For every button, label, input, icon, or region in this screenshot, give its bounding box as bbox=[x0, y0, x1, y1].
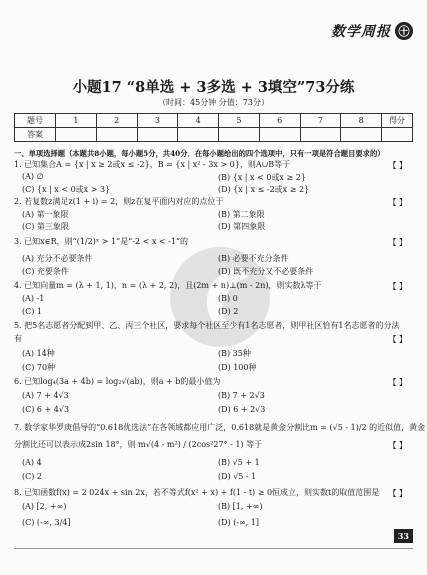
answer-input-3[interactable] bbox=[137, 128, 178, 142]
score-input[interactable] bbox=[382, 128, 413, 142]
answer-input-4[interactable] bbox=[178, 128, 219, 142]
question-2-option-a[interactable]: (A) 第一象限 bbox=[22, 210, 69, 219]
answer-input-8[interactable] bbox=[341, 128, 382, 142]
question-1-option-c[interactable]: (C) {x | x < 0或x > 3} bbox=[22, 185, 111, 194]
question-4-option-d[interactable]: (D) 2 bbox=[218, 307, 239, 316]
question-6-option-a[interactable]: (A) 7 + 4√3 bbox=[22, 391, 69, 400]
answer-table-header-row bbox=[15, 114, 413, 128]
footer-divider bbox=[14, 548, 413, 549]
question-8-stem: 8. 已知函数f(x) = 2 024x + sin 2x，若不等式f(x² + x) + f(1 - t) ≥ 0恒成立，则实数t的取值范围是 bbox=[14, 488, 380, 497]
question-7-option-b[interactable]: (B) √5 + 1 bbox=[218, 458, 260, 467]
question-7-option-c[interactable]: (C) 2 bbox=[22, 472, 42, 481]
question-2-option-c[interactable]: (C) 第三象限 bbox=[22, 222, 69, 231]
question-4-bracket[interactable]: 【 】 bbox=[388, 282, 407, 291]
answer-cell-6: 6 bbox=[259, 114, 300, 128]
answer-cell-8: 8 bbox=[341, 114, 382, 128]
question-5-option-c[interactable]: (C) 70种 bbox=[22, 363, 56, 372]
answer-input-6[interactable] bbox=[259, 128, 300, 142]
question-5-option-b[interactable]: (B) 35种 bbox=[218, 349, 251, 358]
question-5-stem: 5. 把5名志愿者分配到甲、乙、丙三个社区，要求每个社区至少有1名志愿者，则甲社区恰有1名志愿者的分法 bbox=[14, 321, 400, 330]
answer-table bbox=[14, 113, 413, 142]
question-2-option-b[interactable]: (B) 第二象限 bbox=[218, 210, 265, 219]
question-3-option-c[interactable]: (C) 充要条件 bbox=[22, 267, 69, 276]
answer-input-5[interactable] bbox=[219, 128, 260, 142]
answer-cell-2: 2 bbox=[96, 114, 137, 128]
question-4-option-c[interactable]: (C) 1 bbox=[22, 307, 42, 316]
question-8-option-d[interactable]: (D) (-∞, 1] bbox=[218, 518, 259, 527]
answer-input-1[interactable] bbox=[56, 128, 97, 142]
question-8-option-c[interactable]: (C) (-∞, 3/4] bbox=[22, 518, 71, 527]
masthead bbox=[331, 20, 413, 42]
question-7-stem: 7. 数学家华罗庚倡导的“0.618优选法”在各领域都应用广泛，0.618就是黄金分割比m = (√5 - 1)/2 的近似值，黄金 bbox=[14, 423, 426, 432]
answer-cell-5: 5 bbox=[219, 114, 260, 128]
question-5-option-d[interactable]: (D) 100种 bbox=[218, 363, 257, 372]
question-6-option-d[interactable]: (D) 6 + 2√3 bbox=[218, 405, 266, 414]
page-number: 33 bbox=[394, 529, 413, 543]
answer-row-label: 答案 bbox=[15, 128, 56, 142]
answer-cell-4: 4 bbox=[178, 114, 219, 128]
question-2-option-d[interactable]: (D) 第四象限 bbox=[218, 222, 266, 231]
page-title: 小题17 “8单选 + 3多选 + 3填空”73分练 bbox=[72, 79, 355, 96]
question-3-option-d[interactable]: (D) 既不充分又不必要条件 bbox=[218, 267, 314, 276]
question-8-option-b[interactable]: (B) [1, +∞) bbox=[218, 502, 263, 511]
question-7-stem-cont: 分割比还可以表示成2sin 18°，则 m√(4 - m²) / (2cos²27° - 1) 等于 bbox=[14, 440, 263, 449]
brand-name: 数学周报 bbox=[331, 24, 391, 40]
answer-cell-3: 3 bbox=[137, 114, 178, 128]
question-5-option-a[interactable]: (A) 14种 bbox=[22, 349, 55, 358]
section-heading: 一、单项选择题（本题共8小题，每小题5分，共40分．在每小题给出的四个选项中，只有一项是符合题目要求的） bbox=[14, 149, 385, 158]
page-subtitle: （时间：45分钟 分值：73分） bbox=[158, 98, 269, 107]
question-4-option-a[interactable]: (A) -1 bbox=[22, 294, 45, 303]
answer-input-7[interactable] bbox=[300, 128, 341, 142]
question-1-option-a[interactable]: (A) ∅ bbox=[22, 172, 44, 181]
answer-cell-score: 得分 bbox=[382, 114, 413, 128]
question-3-stem: 3. 已知x∈R，则“(1/2)ˣ > 1”是“-2 < x < -1”的 bbox=[14, 237, 189, 246]
question-2-bracket[interactable]: 【 】 bbox=[388, 198, 407, 207]
answer-cell-1: 1 bbox=[56, 114, 97, 128]
brand-logo-icon: ㊉ bbox=[395, 22, 413, 40]
answer-input-2[interactable] bbox=[96, 128, 137, 142]
question-3-bracket[interactable]: 【 】 bbox=[388, 238, 407, 247]
question-6-bracket[interactable]: 【 】 bbox=[388, 378, 407, 387]
question-6-option-c[interactable]: (C) 6 + 4√3 bbox=[22, 405, 70, 414]
question-4-option-b[interactable]: (B) 0 bbox=[218, 294, 238, 303]
question-5-bracket[interactable]: 【 】 bbox=[388, 335, 407, 344]
question-7-option-a[interactable]: (A) 4 bbox=[22, 458, 42, 467]
question-6-option-b[interactable]: (B) 7 + 2√3 bbox=[218, 391, 265, 400]
question-7-bracket[interactable]: 【 】 bbox=[388, 441, 407, 450]
question-1-bracket[interactable]: 【 】 bbox=[388, 161, 407, 170]
question-3-option-a[interactable]: (A) 充分不必要条件 bbox=[22, 254, 93, 263]
question-1-option-d[interactable]: (D) {x | x ≤ -2或x ≥ 2} bbox=[218, 185, 310, 194]
question-1-option-b[interactable]: (B) {x | x < 0或x ≥ 2} bbox=[218, 173, 306, 182]
question-4-stem: 4. 已知向量m = (λ + 1, 1)，n = (λ + 2, 2)，且(2m + n)⊥(m - 2n)，则实数λ等于 bbox=[14, 281, 322, 290]
question-6-stem: 6. 已知log₄(3a + 4b) = log₂√(ab)，则a + b的最小值为 bbox=[14, 377, 221, 386]
answer-cell-label: 题号 bbox=[15, 114, 56, 128]
question-5-stem-cont: 有 bbox=[14, 334, 22, 343]
answer-cell-7: 7 bbox=[300, 114, 341, 128]
question-8-bracket[interactable]: 【 】 bbox=[388, 489, 407, 498]
question-2-stem: 2. 若复数z满足z(1 + i) = 2，则z在复平面内对应的点位于 bbox=[14, 197, 224, 206]
answer-table-answer-row bbox=[15, 128, 413, 142]
question-1-stem: 1. 已知集合A = {x | x ≥ 2或x ≤ -2}，B = {x | x² - 3x > 0}，则A∪B等于 bbox=[14, 160, 291, 169]
question-7-option-d[interactable]: (D) √5 - 1 bbox=[218, 472, 257, 481]
question-3-option-b[interactable]: (B) 必要不充分条件 bbox=[218, 254, 289, 263]
question-8-option-a[interactable]: (A) [2, +∞) bbox=[22, 502, 67, 511]
